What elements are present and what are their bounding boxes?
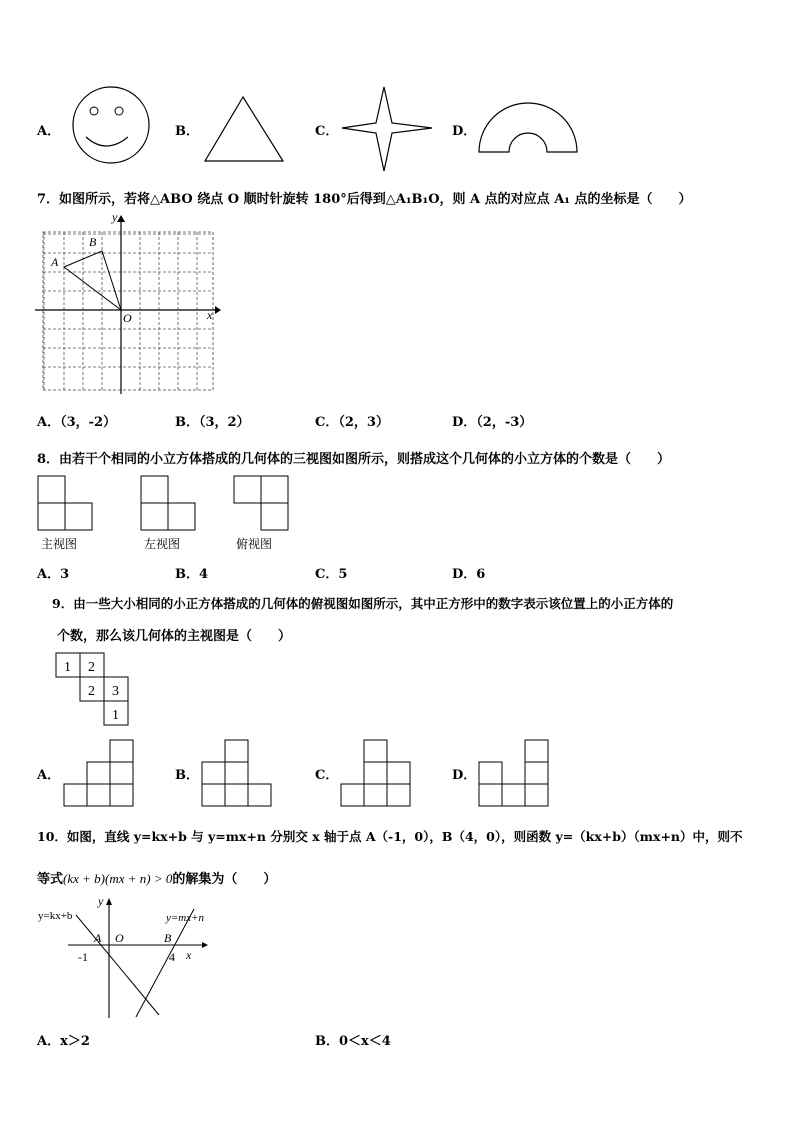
q9-question-line2: 个数，那么该几何体的主视图是（ ） [57,629,292,644]
q7-coordinate-figure [35,212,225,397]
q6-option-d-label[interactable]: D． [452,124,477,139]
q8-front-view [37,474,97,532]
q9-option-a-label[interactable]: A． [37,768,61,783]
q6-option-b-label[interactable]: B． [175,124,199,139]
q9-option-b-label[interactable]: B． [175,768,199,783]
q7-option-a[interactable]: A．（3，-2） [37,415,117,430]
q10-line2-label: y=mx+n [166,912,205,924]
q10-option-b[interactable]: B．0＜x＜4 [315,1034,391,1049]
q9-question-line1: 9．由一些大小相同的小正方体搭成的几何体的俯视图如图所示，其中正方形中的数字表示该位置上的小正方体的 [52,596,674,611]
q10-point-a-label: A [94,931,102,945]
q7-y-axis-label: y [112,212,118,224]
q7-point-a-label: A [51,255,59,269]
q9-grid-number: 3 [112,684,119,699]
q8-top-view-caption: 俯视图 [236,537,273,551]
q6-option-c-label[interactable]: C． [315,124,339,139]
q10-question-line2 [37,868,276,887]
triangle-figure [200,93,290,165]
q8-option-c[interactable]: C．5 [315,567,348,582]
q10-graph-figure [36,893,236,1023]
q9-grid-number: 1 [112,708,119,723]
q10-tick-4: 4 [169,950,175,964]
q9-top-view-grid [54,651,134,727]
q8-side-view [140,474,200,532]
q8-front-view-caption: 主视图 [41,537,78,551]
q7-option-c[interactable]: C．（2，3） [315,415,389,430]
q9-option-c-label[interactable]: C． [315,768,339,783]
q9-grid-number: 2 [88,660,95,675]
q7-option-d[interactable]: D．（2，-3） [452,415,533,430]
q10-y-axis-label: y [98,894,104,908]
q10-x-axis-label: x [186,948,192,962]
q10-point-b-label: B [164,931,172,945]
q8-option-b[interactable]: B．4 [175,567,209,582]
q10-option-a[interactable]: A．x＞2 [37,1034,90,1049]
smiley-face-figure [66,85,156,165]
q7-point-b-label: B [89,235,97,249]
q8-question-text: 8．由若干个相同的小立方体搭成的几何体的三视图如图所示，则搭成这个几何体的小立方体的个数是（ ） [37,452,671,467]
q7-origin-label: O [123,311,132,325]
q9-option-a-figure [63,738,135,808]
q10-question-line1: 10．如图，直线 y=kx+b 与 y=mx+n 分别交 x 轴于点 A（-1，0），B（4，0），则函数 y=（kx+b）（mx+n）中，则不 [37,829,743,844]
q9-grid-number: 1 [64,660,71,675]
q8-option-d[interactable]: D．6 [452,567,486,582]
q8-side-view-caption: 左视图 [144,537,181,551]
q9-grid-number: 2 [88,684,95,699]
q10-text-prefix: 等式 [37,872,64,887]
q9-option-c-figure [340,738,412,808]
q10-origin-label: O [115,931,124,945]
q10-tick-neg1: -1 [78,950,88,964]
arch-figure [476,95,580,157]
q10-text-suffix: 的解集为（ ） [172,872,277,887]
q10-inequality: (kx + b)(mx + n) > 0 [63,871,173,886]
q6-option-a-label[interactable]: A． [37,124,61,139]
q10-line1-label: y=kx+b [38,910,73,922]
four-point-star-figure [340,85,435,173]
q9-option-d-figure [478,738,550,808]
q8-option-a[interactable]: A．3 [37,567,70,582]
q7-option-b[interactable]: B．（3，2） [175,415,250,430]
q8-top-view [233,474,293,532]
q7-x-axis-label: x [207,308,213,322]
q9-option-b-figure [201,738,273,808]
q7-question-text: 7．如图所示，若将△ABO 绕点 O 顺时针旋转 180°后得到△A₁B₁O，则 A 点的对应点 A₁ 点的坐标是（ ） [37,192,692,207]
q9-option-d-label[interactable]: D． [452,768,477,783]
